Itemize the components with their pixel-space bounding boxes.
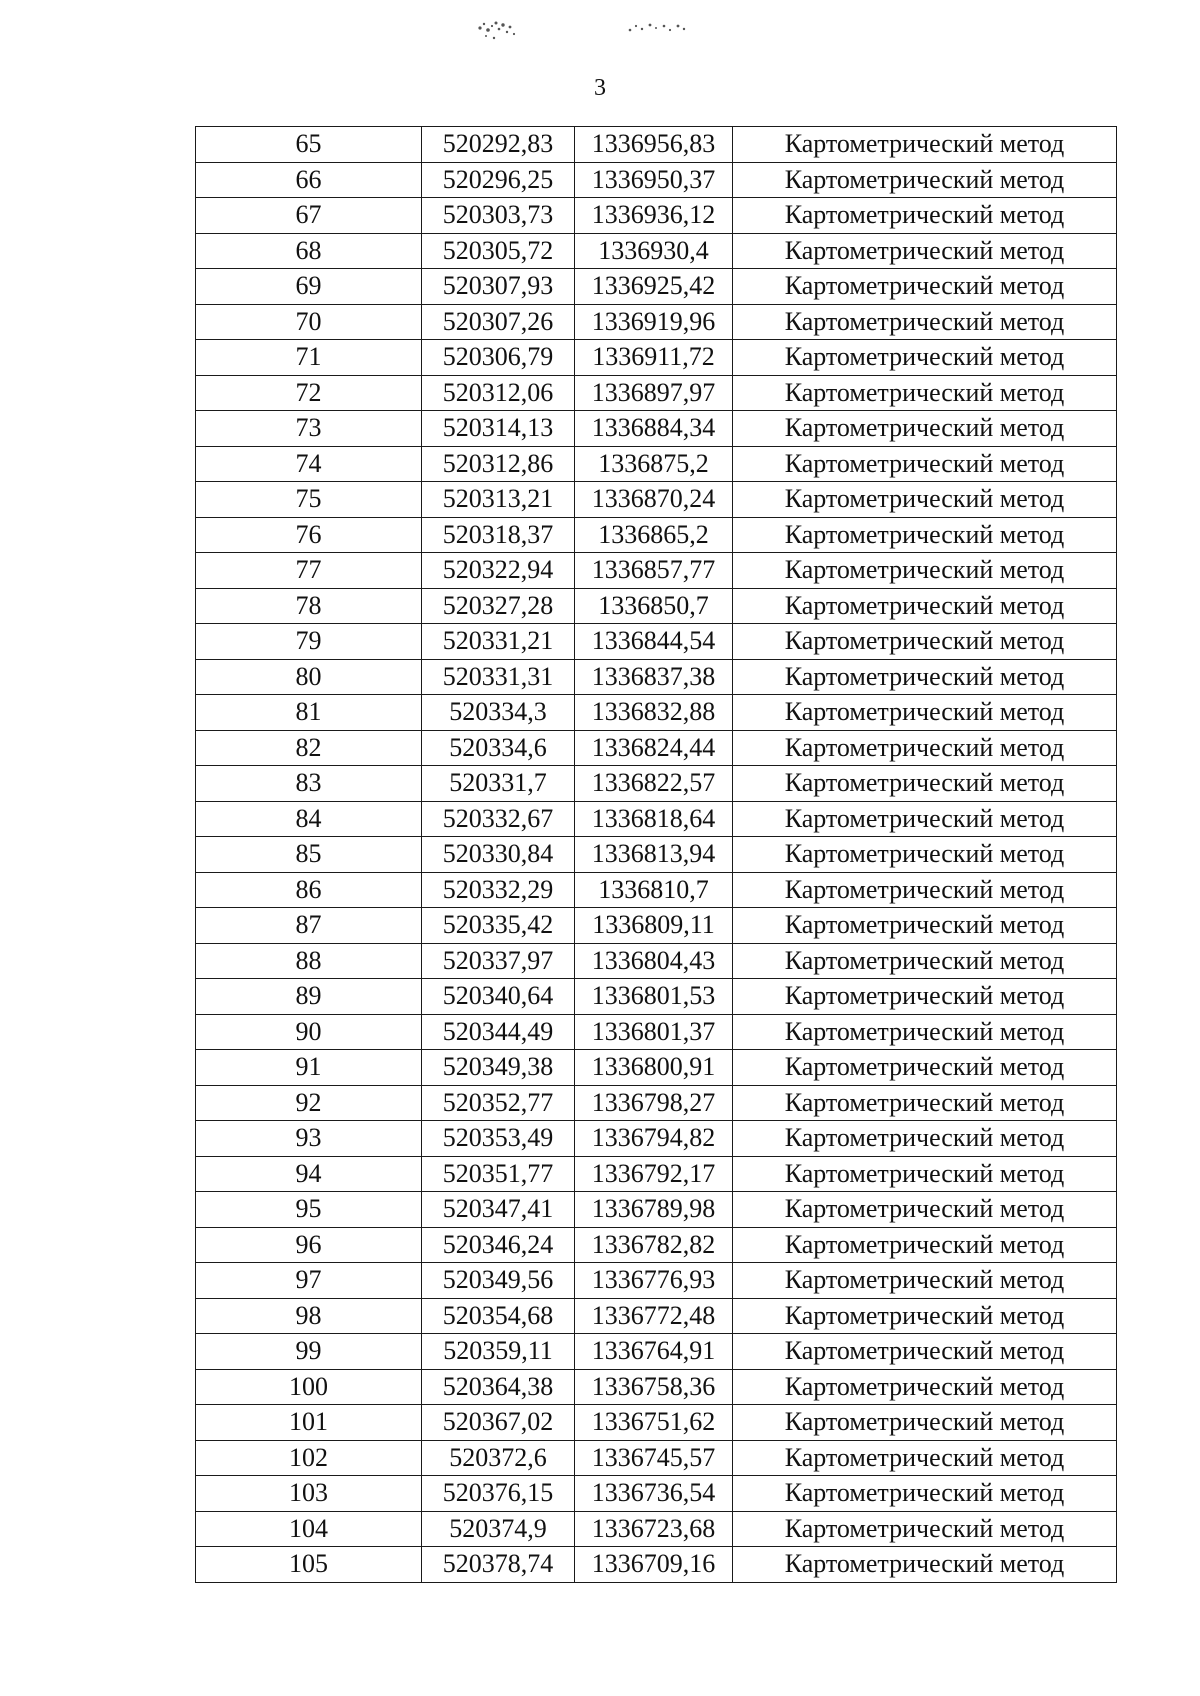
point-number-cell: 84 (196, 801, 422, 837)
y-coordinate-cell: 1336813,94 (575, 837, 733, 873)
x-coordinate-cell: 520322,94 (422, 553, 575, 589)
x-coordinate-cell: 520354,68 (422, 1298, 575, 1334)
y-coordinate-cell: 1336818,64 (575, 801, 733, 837)
table-row (196, 375, 1117, 411)
x-coordinate-cell: 520312,86 (422, 446, 575, 482)
table-row (196, 340, 1117, 376)
method-cell: Картометрический метод (733, 1227, 1117, 1263)
table-row (196, 1298, 1117, 1334)
y-coordinate-cell: 1336800,91 (575, 1050, 733, 1086)
point-number-cell: 86 (196, 872, 422, 908)
method-cell: Картометрический метод (733, 1405, 1117, 1441)
x-coordinate-cell: 520376,15 (422, 1476, 575, 1512)
table-row (196, 1192, 1117, 1228)
x-coordinate-cell: 520331,31 (422, 659, 575, 695)
x-coordinate-cell: 520367,02 (422, 1405, 575, 1441)
method-cell: Картометрический метод (733, 943, 1117, 979)
y-coordinate-cell: 1336919,96 (575, 304, 733, 340)
x-coordinate-cell: 520305,72 (422, 233, 575, 269)
method-cell: Картометрический метод (733, 198, 1117, 234)
method-cell: Картометрический метод (733, 872, 1117, 908)
method-cell: Картометрический метод (733, 269, 1117, 305)
y-coordinate-cell: 1336936,12 (575, 198, 733, 234)
y-coordinate-cell: 1336832,88 (575, 695, 733, 731)
point-number-cell: 79 (196, 624, 422, 660)
x-coordinate-cell: 520337,97 (422, 943, 575, 979)
point-number-cell: 66 (196, 162, 422, 198)
table-row (196, 1511, 1117, 1547)
point-number-cell: 97 (196, 1263, 422, 1299)
method-cell: Картометрический метод (733, 127, 1117, 163)
method-cell: Картометрический метод (733, 1298, 1117, 1334)
point-number-cell: 72 (196, 375, 422, 411)
table-row (196, 553, 1117, 589)
y-coordinate-cell: 1336758,36 (575, 1369, 733, 1405)
point-number-cell: 99 (196, 1334, 422, 1370)
y-coordinate-cell: 1336950,37 (575, 162, 733, 198)
table-row (196, 1014, 1117, 1050)
table-row (196, 198, 1117, 234)
table-row (196, 1227, 1117, 1263)
table-row (196, 624, 1117, 660)
method-cell: Картометрический метод (733, 837, 1117, 873)
table-row (196, 588, 1117, 624)
x-coordinate-cell: 520353,49 (422, 1121, 575, 1157)
table-row (196, 517, 1117, 553)
point-number-cell: 68 (196, 233, 422, 269)
table-row (196, 1405, 1117, 1441)
table-row (196, 695, 1117, 731)
x-coordinate-cell: 520312,06 (422, 375, 575, 411)
y-coordinate-cell: 1336897,97 (575, 375, 733, 411)
method-cell: Картометрический метод (733, 908, 1117, 944)
point-number-cell: 83 (196, 766, 422, 802)
point-number-cell: 76 (196, 517, 422, 553)
method-cell: Картометрический метод (733, 1050, 1117, 1086)
table-row (196, 1085, 1117, 1121)
y-coordinate-cell: 1336736,54 (575, 1476, 733, 1512)
x-coordinate-cell: 520352,77 (422, 1085, 575, 1121)
x-coordinate-cell: 520332,29 (422, 872, 575, 908)
point-number-cell: 65 (196, 127, 422, 163)
y-coordinate-cell: 1336844,54 (575, 624, 733, 660)
x-coordinate-cell: 520374,9 (422, 1511, 575, 1547)
point-number-cell: 103 (196, 1476, 422, 1512)
x-coordinate-cell: 520307,93 (422, 269, 575, 305)
point-number-cell: 92 (196, 1085, 422, 1121)
x-coordinate-cell: 520378,74 (422, 1547, 575, 1583)
y-coordinate-cell: 1336801,37 (575, 1014, 733, 1050)
x-coordinate-cell: 520331,7 (422, 766, 575, 802)
y-coordinate-cell: 1336792,17 (575, 1156, 733, 1192)
method-cell: Картометрический метод (733, 766, 1117, 802)
y-coordinate-cell: 1336930,4 (575, 233, 733, 269)
method-cell: Картометрический метод (733, 1263, 1117, 1299)
method-cell: Картометрический метод (733, 411, 1117, 447)
table-row (196, 411, 1117, 447)
coordinates-table (195, 126, 1117, 1583)
table-row (196, 1121, 1117, 1157)
x-coordinate-cell: 520334,3 (422, 695, 575, 731)
method-cell: Картометрический метод (733, 1014, 1117, 1050)
y-coordinate-cell: 1336772,48 (575, 1298, 733, 1334)
method-cell: Картометрический метод (733, 659, 1117, 695)
table-row (196, 1369, 1117, 1405)
method-cell: Картометрический метод (733, 624, 1117, 660)
table-row (196, 908, 1117, 944)
table-row (196, 304, 1117, 340)
y-coordinate-cell: 1336709,16 (575, 1547, 733, 1583)
table-row (196, 730, 1117, 766)
y-coordinate-cell: 1336837,38 (575, 659, 733, 695)
y-coordinate-cell: 1336794,82 (575, 1121, 733, 1157)
method-cell: Картометрический метод (733, 304, 1117, 340)
point-number-cell: 104 (196, 1511, 422, 1547)
method-cell: Картометрический метод (733, 1440, 1117, 1476)
y-coordinate-cell: 1336865,2 (575, 517, 733, 553)
y-coordinate-cell: 1336804,43 (575, 943, 733, 979)
x-coordinate-cell: 520307,26 (422, 304, 575, 340)
point-number-cell: 100 (196, 1369, 422, 1405)
scan-artifact-marks (470, 14, 730, 44)
point-number-cell: 74 (196, 446, 422, 482)
table-row (196, 979, 1117, 1015)
y-coordinate-cell: 1336751,62 (575, 1405, 733, 1441)
table-row (196, 446, 1117, 482)
method-cell: Картометрический метод (733, 1121, 1117, 1157)
x-coordinate-cell: 520359,11 (422, 1334, 575, 1370)
x-coordinate-cell: 520314,13 (422, 411, 575, 447)
method-cell: Картометрический метод (733, 1476, 1117, 1512)
method-cell: Картометрический метод (733, 375, 1117, 411)
x-coordinate-cell: 520340,64 (422, 979, 575, 1015)
y-coordinate-cell: 1336782,82 (575, 1227, 733, 1263)
table-row (196, 659, 1117, 695)
point-number-cell: 82 (196, 730, 422, 766)
method-cell: Картометрический метод (733, 1511, 1117, 1547)
x-coordinate-cell: 520330,84 (422, 837, 575, 873)
point-number-cell: 91 (196, 1050, 422, 1086)
table-row (196, 127, 1117, 163)
method-cell: Картометрический метод (733, 801, 1117, 837)
table-row (196, 233, 1117, 269)
method-cell: Картометрический метод (733, 1192, 1117, 1228)
table-row (196, 1263, 1117, 1299)
x-coordinate-cell: 520364,38 (422, 1369, 575, 1405)
point-number-cell: 87 (196, 908, 422, 944)
page-number: 3 (594, 75, 606, 101)
method-cell: Картометрический метод (733, 1085, 1117, 1121)
method-cell: Картометрический метод (733, 233, 1117, 269)
table-row (196, 872, 1117, 908)
x-coordinate-cell: 520318,37 (422, 517, 575, 553)
point-number-cell: 69 (196, 269, 422, 305)
y-coordinate-cell: 1336911,72 (575, 340, 733, 376)
table-row (196, 1476, 1117, 1512)
point-number-cell: 78 (196, 588, 422, 624)
point-number-cell: 80 (196, 659, 422, 695)
x-coordinate-cell: 520351,77 (422, 1156, 575, 1192)
point-number-cell: 90 (196, 1014, 422, 1050)
point-number-cell: 93 (196, 1121, 422, 1157)
y-coordinate-cell: 1336723,68 (575, 1511, 733, 1547)
x-coordinate-cell: 520347,41 (422, 1192, 575, 1228)
y-coordinate-cell: 1336801,53 (575, 979, 733, 1015)
table-row (196, 162, 1117, 198)
point-number-cell: 67 (196, 198, 422, 234)
point-number-cell: 73 (196, 411, 422, 447)
y-coordinate-cell: 1336875,2 (575, 446, 733, 482)
method-cell: Картометрический метод (733, 1547, 1117, 1583)
point-number-cell: 81 (196, 695, 422, 731)
x-coordinate-cell: 520334,6 (422, 730, 575, 766)
method-cell: Картометрический метод (733, 979, 1117, 1015)
method-cell: Картометрический метод (733, 340, 1117, 376)
y-coordinate-cell: 1336776,93 (575, 1263, 733, 1299)
x-coordinate-cell: 520327,28 (422, 588, 575, 624)
point-number-cell: 94 (196, 1156, 422, 1192)
y-coordinate-cell: 1336925,42 (575, 269, 733, 305)
point-number-cell: 85 (196, 837, 422, 873)
y-coordinate-cell: 1336870,24 (575, 482, 733, 518)
method-cell: Картометрический метод (733, 162, 1117, 198)
point-number-cell: 105 (196, 1547, 422, 1583)
y-coordinate-cell: 1336809,11 (575, 908, 733, 944)
y-coordinate-cell: 1336810,7 (575, 872, 733, 908)
x-coordinate-cell: 520349,38 (422, 1050, 575, 1086)
point-number-cell: 101 (196, 1405, 422, 1441)
point-number-cell: 95 (196, 1192, 422, 1228)
x-coordinate-cell: 520346,24 (422, 1227, 575, 1263)
method-cell: Картометрический метод (733, 482, 1117, 518)
y-coordinate-cell: 1336745,57 (575, 1440, 733, 1476)
table-row (196, 943, 1117, 979)
x-coordinate-cell: 520344,49 (422, 1014, 575, 1050)
point-number-cell: 98 (196, 1298, 422, 1334)
method-cell: Картометрический метод (733, 446, 1117, 482)
x-coordinate-cell: 520303,73 (422, 198, 575, 234)
method-cell: Картометрический метод (733, 588, 1117, 624)
table-row (196, 837, 1117, 873)
point-number-cell: 70 (196, 304, 422, 340)
x-coordinate-cell: 520332,67 (422, 801, 575, 837)
method-cell: Картометрический метод (733, 517, 1117, 553)
y-coordinate-cell: 1336764,91 (575, 1334, 733, 1370)
coordinates-table-body (196, 127, 1117, 1583)
x-coordinate-cell: 520331,21 (422, 624, 575, 660)
x-coordinate-cell: 520296,25 (422, 162, 575, 198)
x-coordinate-cell: 520335,42 (422, 908, 575, 944)
table-row (196, 1050, 1117, 1086)
x-coordinate-cell: 520372,6 (422, 1440, 575, 1476)
table-row (196, 1547, 1117, 1583)
method-cell: Картометрический метод (733, 1334, 1117, 1370)
x-coordinate-cell: 520292,83 (422, 127, 575, 163)
y-coordinate-cell: 1336857,77 (575, 553, 733, 589)
y-coordinate-cell: 1336884,34 (575, 411, 733, 447)
y-coordinate-cell: 1336798,27 (575, 1085, 733, 1121)
table-row (196, 1440, 1117, 1476)
point-number-cell: 75 (196, 482, 422, 518)
table-row (196, 269, 1117, 305)
method-cell: Картометрический метод (733, 553, 1117, 589)
x-coordinate-cell: 520349,56 (422, 1263, 575, 1299)
point-number-cell: 71 (196, 340, 422, 376)
y-coordinate-cell: 1336822,57 (575, 766, 733, 802)
point-number-cell: 89 (196, 979, 422, 1015)
method-cell: Картометрический метод (733, 1156, 1117, 1192)
table-row (196, 482, 1117, 518)
table-row (196, 1156, 1117, 1192)
y-coordinate-cell: 1336824,44 (575, 730, 733, 766)
method-cell: Картометрический метод (733, 695, 1117, 731)
point-number-cell: 88 (196, 943, 422, 979)
method-cell: Картометрический метод (733, 1369, 1117, 1405)
y-coordinate-cell: 1336789,98 (575, 1192, 733, 1228)
table-row (196, 801, 1117, 837)
x-coordinate-cell: 520313,21 (422, 482, 575, 518)
x-coordinate-cell: 520306,79 (422, 340, 575, 376)
point-number-cell: 77 (196, 553, 422, 589)
y-coordinate-cell: 1336956,83 (575, 127, 733, 163)
table-row (196, 766, 1117, 802)
method-cell: Картометрический метод (733, 730, 1117, 766)
table-row (196, 1334, 1117, 1370)
point-number-cell: 96 (196, 1227, 422, 1263)
point-number-cell: 102 (196, 1440, 422, 1476)
y-coordinate-cell: 1336850,7 (575, 588, 733, 624)
